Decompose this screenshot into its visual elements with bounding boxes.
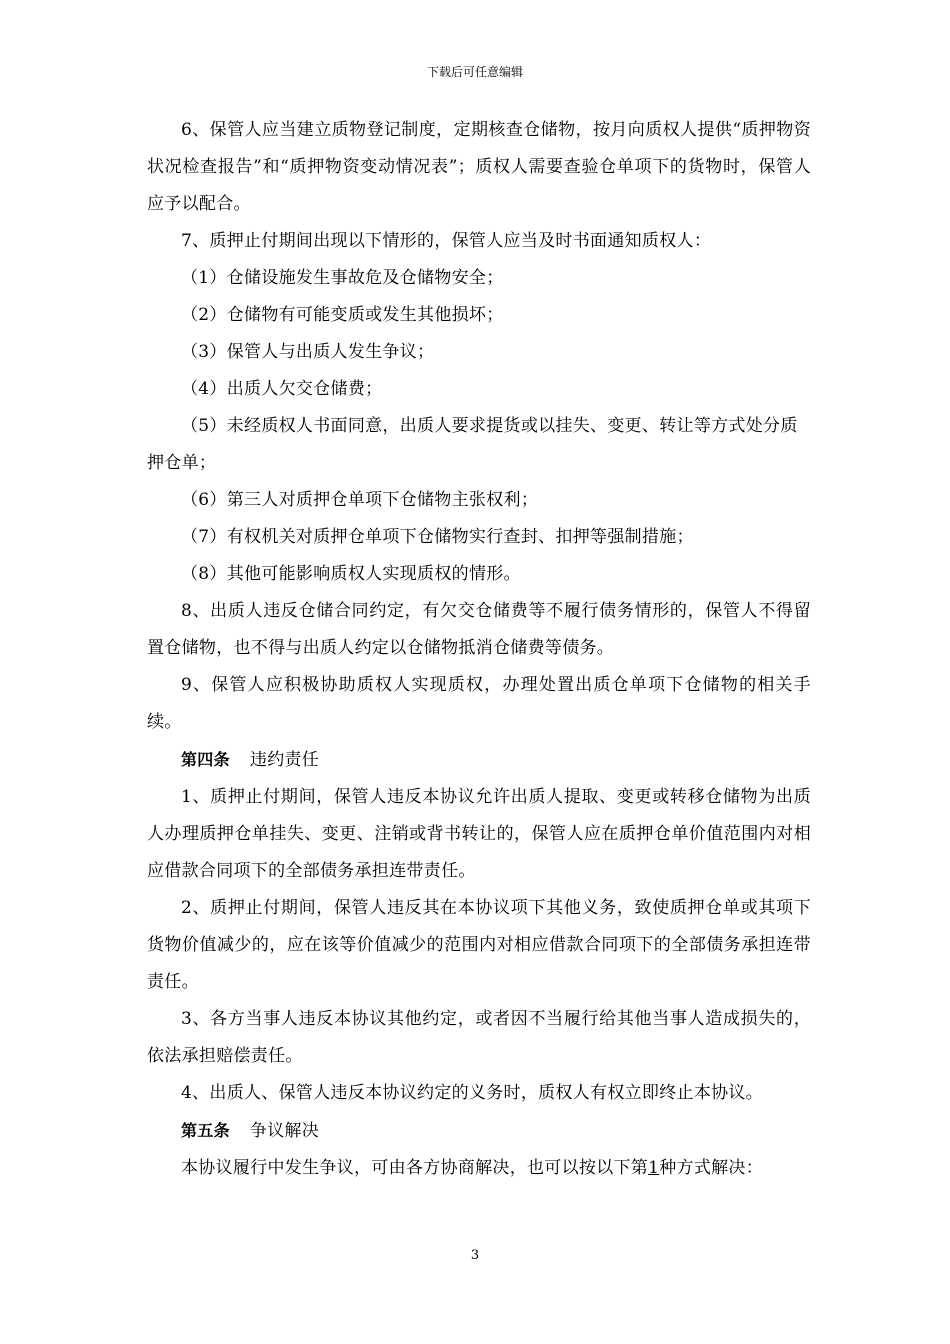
section-4-paragraph-4: 4、出质人、保管人违反本协议约定的义务时，质权人有权立即终止本协议。	[181, 1083, 764, 1103]
section-5-label: 第五条	[181, 1121, 230, 1140]
list-item-2: （2）仓储物有可能变质或发生其他损坏；	[181, 305, 504, 325]
section-5-option-number: 1	[648, 1158, 660, 1178]
section-5-title: 争议解决	[249, 1121, 320, 1141]
list-item-8: （8）其他可能影响质权人实现质权的情形。	[181, 564, 521, 584]
section-5-heading	[147, 1112, 811, 1150]
section-5-intro-after: 种方式解决：	[659, 1158, 764, 1178]
page-header: 下载后可任意编辑	[426, 65, 523, 79]
page-number: 3	[470, 1248, 480, 1263]
section-5-intro	[147, 1150, 811, 1187]
document-body	[147, 112, 811, 1187]
list-item-6: （6）第三人对质押仓单项下仓储物主张权利；	[181, 490, 539, 510]
section-4-paragraph-3: 3、各方当事人违反本协议其他约定，或者因不当履行给其他当事人造成损失的，依法承担赔偿责任。	[147, 1009, 811, 1066]
list-item-3: （3）保管人与出质人发生争议；	[181, 342, 435, 362]
list-item-7: （7）有权机关对质押仓单项下仓储物实行查封、扣押等强制措施；	[181, 527, 694, 547]
section-5-intro-before: 本协议履行中发生争议，可由各方协商解决，也可以按以下第	[181, 1158, 649, 1178]
section-4-paragraph-2: 2、质押止付期间，保管人违反其在本协议项下其他义务，致使质押仓单或其项下货物价值减少的，应在该等价值减少的范围内对相应借款合同项下的全部债务承担连带责任。	[147, 898, 811, 992]
paragraph-6: 6、保管人应当建立质物登记制度，定期核查仓储物，按月向质权人提供“质押物资状况检查报告”和“质押物资变动情况表”；质权人需要查验仓单项下的货物时，保管人应予以配合。	[147, 120, 811, 214]
list-item-1: （1）仓储设施发生事故危及仓储物安全；	[181, 268, 504, 288]
list-item-4: （4）出质人欠交仓储费；	[181, 379, 383, 399]
paragraph-8: 8、出质人违反仓储合同约定，有欠交仓储费等不履行债务情形的，保管人不得留置仓储物，也不得与出质人约定以仓储物抵消仓储费等债务。	[147, 601, 811, 658]
section-4-label: 第四条	[181, 750, 230, 769]
paragraph-7: 7、质押止付期间出现以下情形的，保管人应当及时书面通知质权人：	[181, 231, 712, 251]
section-4-heading	[147, 741, 811, 779]
section-4-title: 违约责任	[249, 750, 320, 770]
list-item-5: （5）未经质权人书面同意，出质人要求提货或以挂失、变更、转让等方式处分质押仓单；	[147, 416, 798, 473]
section-4-paragraph-1: 1、质押止付期间，保管人违反本协议允许出质人提取、变更或转移仓储物为出质人办理质押仓单挂失、变更、注销或背书转让的，保管人应在质押仓单价值范围内对相应借款合同项下的全部债务承担连带责任。	[147, 787, 811, 881]
paragraph-9: 9、保管人应积极协助质权人实现质权，办理处置出质仓单项下仓储物的相关手续。	[147, 675, 811, 732]
